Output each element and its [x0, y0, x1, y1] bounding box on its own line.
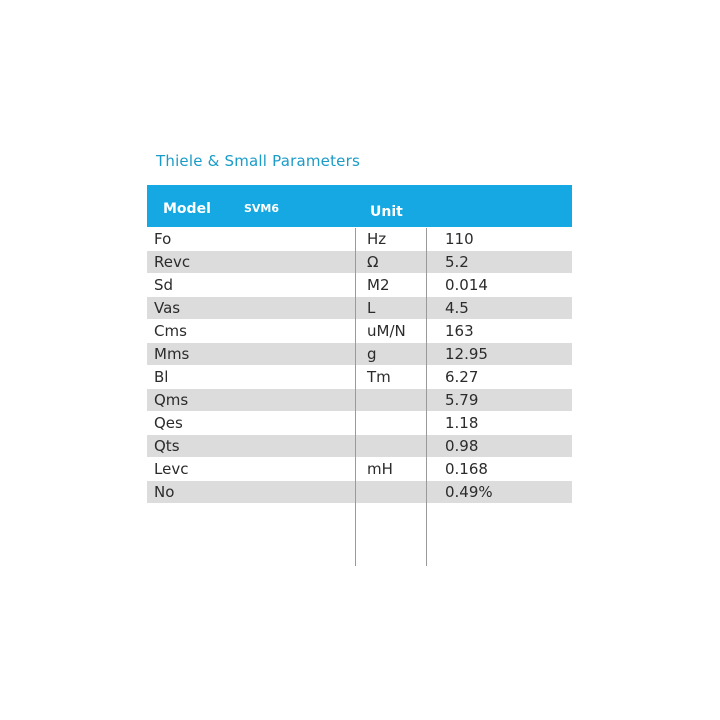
table-row	[147, 297, 572, 319]
param-name: Cms	[154, 322, 187, 340]
param-unit: uM/N	[367, 322, 406, 340]
header-model-value: SVM6	[244, 202, 280, 215]
param-value: 163	[445, 322, 474, 340]
param-unit: Hz	[367, 230, 387, 248]
param-value: 1.18	[445, 414, 479, 432]
param-value: 0.168	[445, 460, 488, 478]
table-row	[147, 366, 572, 388]
page-title: Thiele & Small Parameters	[156, 152, 360, 170]
param-unit: Tm	[367, 368, 391, 386]
table-row	[147, 435, 572, 457]
header-unit-label: Unit	[370, 204, 403, 220]
param-value: 5.79	[445, 391, 479, 409]
parameters-table	[147, 185, 572, 503]
param-name: Vas	[154, 299, 181, 317]
column-divider-value	[426, 228, 427, 566]
param-name: Revc	[154, 253, 191, 271]
param-unit: g	[367, 345, 377, 363]
param-name: No	[154, 483, 175, 501]
param-name: Bl	[154, 368, 169, 386]
param-unit: mH	[367, 460, 393, 478]
param-unit: L	[367, 299, 376, 317]
table-row	[147, 389, 572, 411]
table-row	[147, 481, 572, 503]
param-name: Mms	[154, 345, 190, 363]
table-header	[147, 185, 572, 227]
param-value: 12.95	[445, 345, 488, 363]
table-row	[147, 228, 572, 250]
param-value: 0.98	[445, 437, 479, 455]
param-value: 5.2	[445, 253, 469, 271]
param-value: 0.49%	[445, 483, 493, 501]
table-row	[147, 412, 572, 434]
param-unit: Ω	[367, 253, 379, 271]
param-name: Qms	[154, 391, 189, 409]
header-model-label: Model	[163, 201, 211, 217]
table-row	[147, 343, 572, 365]
param-value: 4.5	[445, 299, 469, 317]
param-unit: M2	[367, 276, 390, 294]
table-row	[147, 251, 572, 273]
param-value: 0.014	[445, 276, 488, 294]
param-name: Levc	[154, 460, 189, 478]
param-value: 110	[445, 230, 474, 248]
param-name: Fo	[154, 230, 172, 248]
table-row	[147, 274, 572, 296]
param-value: 6.27	[445, 368, 479, 386]
column-divider-unit	[355, 228, 356, 566]
param-name: Sd	[154, 276, 174, 294]
param-name: Qts	[154, 437, 180, 455]
table-row	[147, 458, 572, 480]
param-name: Qes	[154, 414, 183, 432]
table-row	[147, 320, 572, 342]
